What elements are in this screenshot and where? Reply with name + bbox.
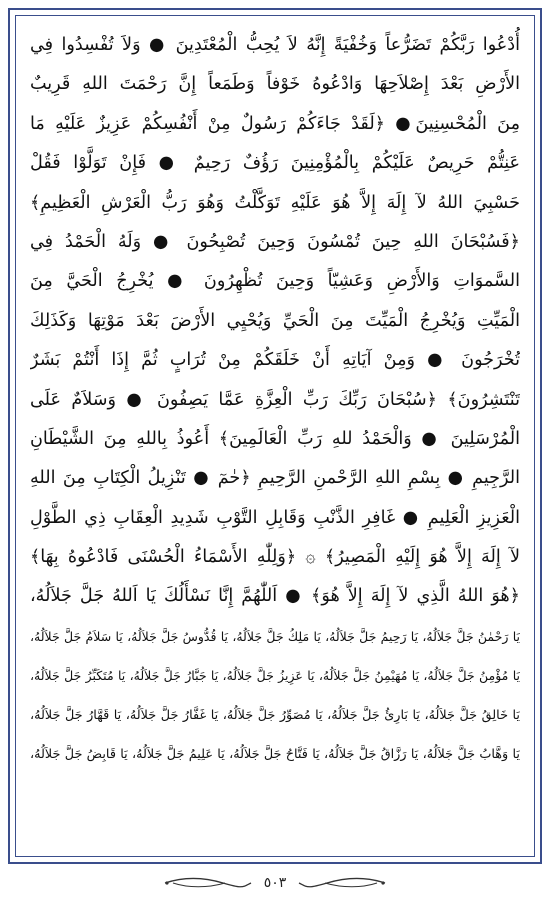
text-line-16: يَا رَحْمٰنُ جَلَّ جَلاَلُهُ، يَا رَحِيمُ جَلَّ جَلاَلُهُ، يَا مَلِكُ جَلَّ جَلاَلُهُ، يَا قُدُّوسُ جَلَّ جَلاَلُهُ، يَا سَلاَمُ جَلَّ جَلاَلُهُ، <box>30 628 520 644</box>
text-line-15: ﴿هُوَ اللهُ الَّذِي لآ إِلَهَ إِلاَّ هُوَ﴾ ● اَللّٰهُمَّ إِنَّا نَسْأَلُكَ يَا اَللهُ جَلَّ جَلاَلُهُ، <box>30 586 520 607</box>
text-line-3: مِنَ الْمُحْسِنِينَ● ﴿لَقَدْ جَاءَكُمْ رَسُولٌ مِنْ أَنْفُسِكُمْ عَزِيزٌ عَلَيْهِ مَا <box>30 113 520 134</box>
text-line-11: الْمُرْسَلِينَ ● وَالْحَمْدُ للهِ رَبِّ الْعَالَمِينَ﴾ أَعُوذُ بِاللهِ مِنَ الشَّيْطَانِ <box>30 428 520 449</box>
text-line-13: الْعَزِيزِ الْعَلِيمِ ● غَافِرِ الذَّنْبِ وَقَابِلِ التَّوْبِ شَدِيدِ الْعِقَابِ ذِي الطَّوْلِ <box>30 507 520 528</box>
ornament-left-icon <box>163 876 253 890</box>
page-frame <box>8 8 542 864</box>
text-line-6: ﴿فَسُبْحَانَ اللهِ حِينَ تُمْسُونَ وَحِينَ تُصْبِحُونَ ● وَلَهُ الْحَمْدُ فِي <box>30 231 520 252</box>
text-line-4: عَنِتُّمْ حَرِيصٌ عَلَيْكُمْ بِالْمُؤْمِنِينَ رَؤُفٌ رَحِيمٌ ● فَإِنْ تَوَلَّوْا فَقُلْ <box>30 153 520 174</box>
text-line-1: أُدْعُوا رَبَّكُمْ تَضَرُّعاً وَخُفْيَةً إِنَّهُ لاَ يُحِبُّ الْمُعْتَدِينَ ● وَلاَ تُفْسِدُوا فِي <box>30 35 520 55</box>
text-line-2: الأَرْضِ بَعْدَ إِصْلاَحِهَا وَادْعُوهُ خَوْفاً وَطَمَعاً إِنَّ رَحْمَتَ اللهِ قَرِيبٌ <box>30 74 520 95</box>
text-line-12: الرَّجِيمِ ● بِسْمِ اللهِ الرَّحْمنِ الرَّحِيمِ ﴿حٰمٓ ● تَنْزِيلُ الْكِتَابِ مِنَ اللهِ <box>30 468 520 489</box>
text-line-9: تُخْرَجُونَ ● وَمِنْ آيَاتِهِ أَنْ خَلَقَكُمْ مِنْ تُرَابٍ ثُمَّ إِذَا أَنْتُمْ بَشَرٌ <box>30 350 520 371</box>
text-line-17: يَا مُؤْمِنُ جَلَّ جَلاَلُهُ، يَا مُهَيْمِنُ جَلَّ جَلاَلُهُ، يَا عَزِيزُ جَلَّ جَلاَلُهُ، يَا جَبَّارُ جَلَّ جَلاَلُهُ، يَا مُتَكَبِّرُ جَلَّ جَلاَلُهُ، <box>30 668 520 684</box>
text-line-18: يَا خَالِقُ جَلَّ جَلاَلُهُ، يَا بَارِئُ جَلَّ جَلاَلُهُ، يَا مُصَوِّرُ جَلَّ جَلاَلُهُ، يَا غَفَّارُ جَلَّ جَلاَلُهُ، يَا قَهَّارُ جَلَّ جَلاَلُهُ، <box>30 707 520 723</box>
page-number: ٥٠٣ <box>263 875 287 891</box>
text-line-5: حَسْبِيَ اللهُ لآ إِلَهَ إِلاَّ هُوَ عَلَيْهِ تَوَكَّلْتُ وَهُوَ رَبُّ الْعَرْشِ الْعَظِيمِ﴾ <box>30 192 520 213</box>
arabic-text-block <box>30 26 520 774</box>
text-line-19: يَا وَهَّابُ جَلَّ جَلاَلُهُ، يَا رَزَّاقُ جَلَّ جَلاَلُهُ، يَا فَتَّاحُ جَلَّ جَلاَلُهُ، يَا عَلِيمُ جَلَّ جَلاَلُهُ، يَا قَابِضُ جَلَّ جَلاَلُهُ، <box>30 747 520 763</box>
text-line-14: لآ إِلَهَ إِلاَّ هُوَ إِلَيْهِ الْمَصِيرُ﴾ ۞ ﴿وَلِلّٰهِ الأَسْمَاءُ الْحُسْنَى فَادْعُوهُ بِهَا﴾ <box>30 547 520 568</box>
text-line-8: الْمَيِّتِ وَيُخْرِجُ الْمَيِّتَ مِنَ الْحَيِّ وَيُحْيِي الأَرْضَ بَعْدَ مَوْتِهَا وَكَذَلِكَ <box>30 310 520 331</box>
page-footer <box>0 872 550 894</box>
text-line-7: السَّموَاتِ وَالأَرْضِ وَعَشِيّاً وَحِينَ تُظْهِرُونَ ● يُخْرِجُ الْحَيَّ مِنَ <box>30 271 520 292</box>
text-line-10: تَنْتَشِرُونَ﴾ ﴿سُبْحَانَ رَبِّكَ رَبِّ الْعِزَّةِ عَمَّا يَصِفُونَ ● وَسَلاَمٌ عَلَى <box>30 389 520 410</box>
ornament-right-icon <box>297 876 387 890</box>
